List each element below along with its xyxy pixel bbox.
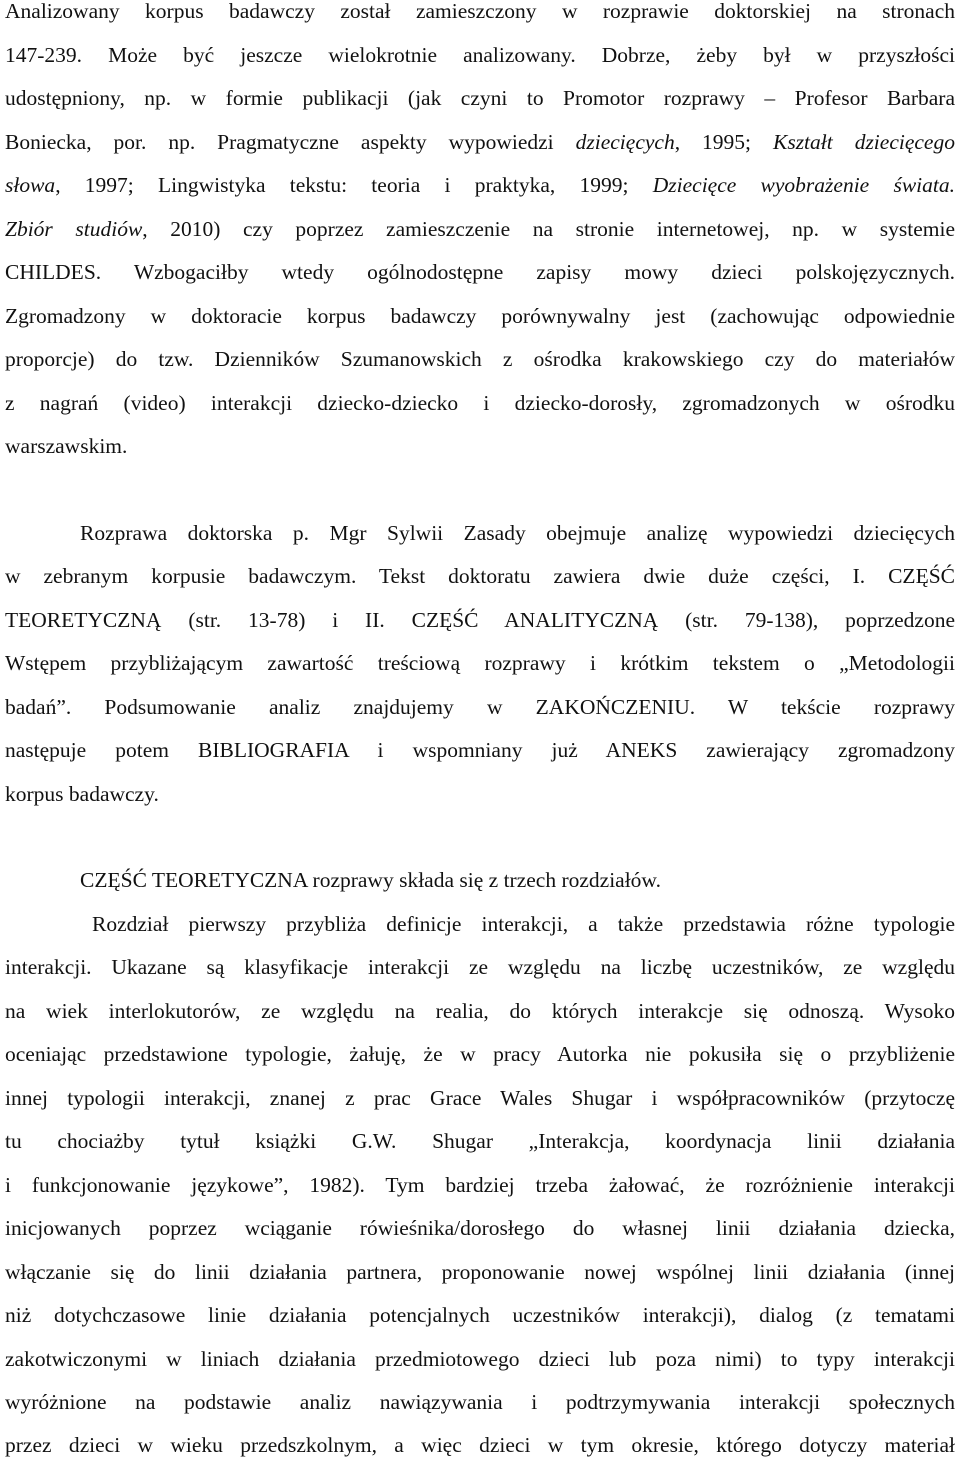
text-line: proporcje) do tzw. Dzienników Szumanowskich z ośrodka krakowskiego czy do materiałów [5,347,955,371]
text-line: CHILDES. Wzbogaciłby wtedy ogólnodostępne zapisy mowy dzieci polskojęzycznych. [5,260,955,284]
text-line: i funkcjonowanie językowe”, 1982). Tym bardziej trzeba żałować, że rozróżnienie interakcji [5,1173,955,1197]
text-line: niż dotychczasowe linie działania potencjalnych uczestników interakcji), dialog (z tematami [5,1303,955,1327]
text-line: przez dzieci w wieku przedszkolnym, a więc dzieci w tym okresie, którego dotyczy materiał [5,1433,955,1457]
text-line: z nagrań (video) interakcji dziecko-dziecko i dziecko-dorosły, zgromadzonych w ośrodku [5,391,955,415]
text-line: tu chociażby tytuł książki G.W. Shugar „Interakcja, koordynacja linii działania [5,1129,955,1153]
text-line: słowa, 1997; Lingwistyka tekstu: teoria i praktyka, 1999; Dziecięce wyobrażenie świata. [5,173,955,197]
text-line: interakcji. Ukazane są klasyfikacje interakcji ze względu na liczbę uczestników, ze względu [5,955,955,979]
text-line: innej typologii interakcji, znanej z prac Grace Wales Shugar i współpracowników (przytoczę [5,1086,955,1110]
text-line: Rozprawa doktorska p. Mgr Sylwii Zasady obejmuje analizę wypowiedzi dziecięcych [80,521,955,545]
text-line: następuje potem BIBLIOGRAFIA i wspomniany już ANEKS zawierający zgromadzony [5,738,955,762]
text-line: udostępniony, np. w formie publikacji (jak czyni to Promotor rozprawy – Profesor Barbara [5,86,955,110]
text-line: korpus badawczy. [5,782,159,806]
text-line: włączanie się do linii działania partnera, proponowanie nowej wspólnej linii działania (innej [5,1260,955,1284]
text-line: Wstępem przybliżającym zawartość treściową rozprawy i krótkim tekstem o „Metodologii [5,651,955,675]
text-line: CZĘŚĆ TEORETYCZNA rozprawy składa się z trzech rozdziałów. [80,868,661,892]
text-line: Rozdział pierwszy przybliża definicje interakcji, a także przedstawia różne typologie [92,912,955,936]
text-line: Boniecka, por. np. Pragmatyczne aspekty wypowiedzi dziecięcych, 1995; Kształt dziecięcego [5,130,955,154]
text-line: warszawskim. [5,434,128,458]
text-line: badań”. Podsumowanie analiz znajdujemy w ZAKOŃCZENIU. W tekście rozprawy [5,695,955,719]
text-line: wyróżnione na podstawie analiz nawiązywania i podtrzymywania interakcji społecznych [5,1390,955,1414]
text-line: TEORETYCZNĄ (str. 13-78) i II. CZĘŚĆ ANALITYCZNĄ (str. 79-138), poprzedzone [5,608,955,632]
text-line: inicjowanych poprzez wciąganie rówieśnika/dorosłego do własnej linii działania dziecka, [5,1216,955,1240]
text-line: na wiek interlokutorów, ze względu na realia, do których interakcje się odnoszą. Wysoko [5,999,955,1023]
text-line: Analizowany korpus badawczy został zamieszczony w rozprawie doktorskiej na stronach [5,0,955,23]
text-line: zakotwiczonymi w liniach działania przedmiotowego dzieci lub poza nimi) to typy interakcji [5,1347,955,1371]
text-line: w zebranym korpusie badawczym. Tekst doktoratu zawiera dwie duże części, I. CZĘŚĆ [5,564,955,588]
text-line: Zgromadzony w doktoracie korpus badawczy porównywalny jest (zachowując odpowiednie [5,304,955,328]
text-line: Zbiór studiów, 2010) czy poprzez zamieszczenie na stronie internetowej, np. w systemie [5,217,955,241]
text-line: 147-239. Może być jeszcze wielokrotnie analizowany. Dobrze, żeby był w przyszłości [5,43,955,67]
text-line: oceniając przedstawione typologie, żałuję, że w pracy Autorka nie pokusiła się o przybliżenie [5,1042,955,1066]
